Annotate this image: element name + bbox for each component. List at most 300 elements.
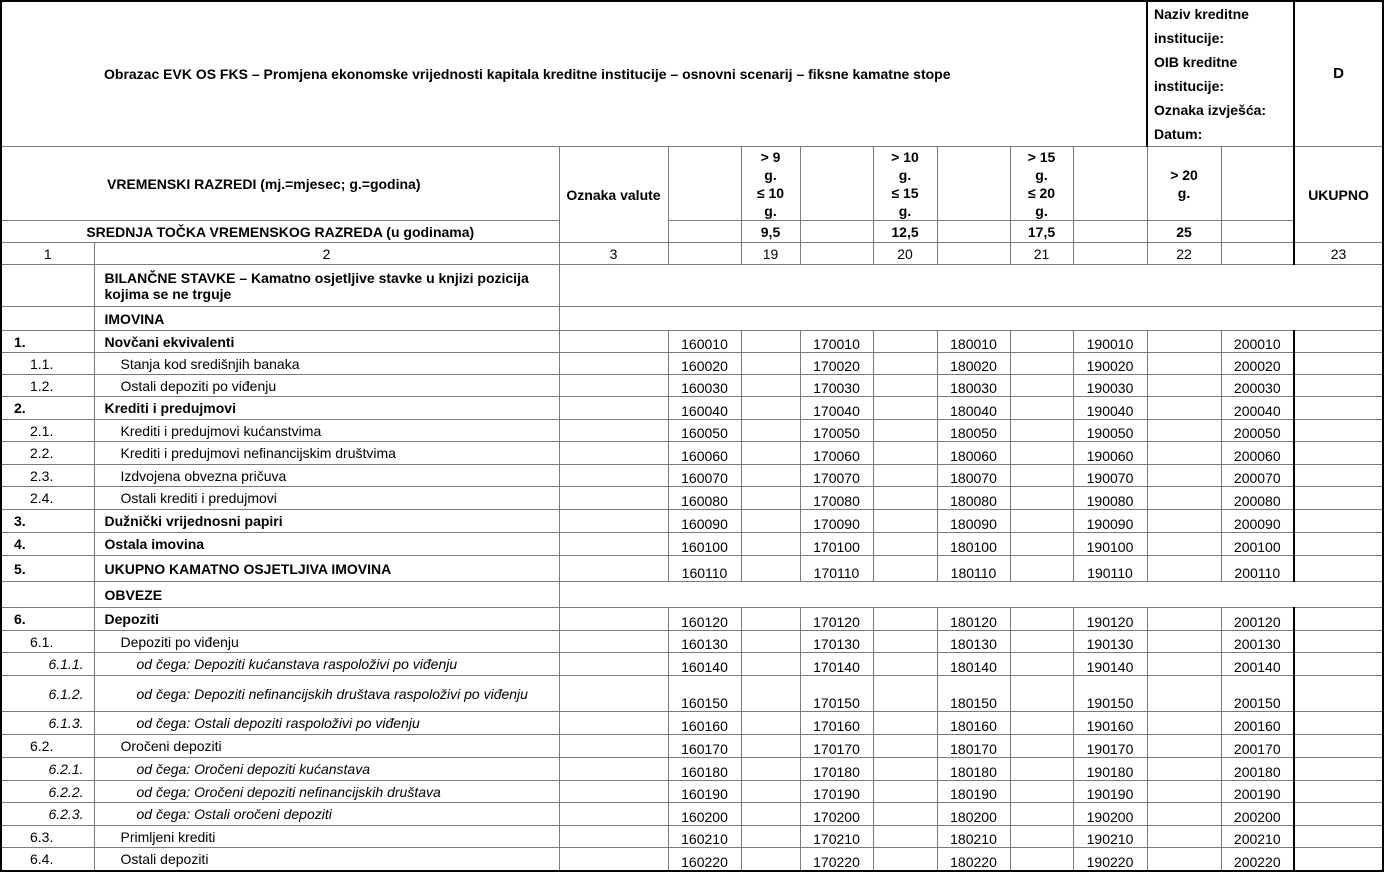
currency-cell[interactable] bbox=[559, 826, 668, 848]
table-row bbox=[1, 375, 1383, 397]
midpoint-20: 12,5 bbox=[873, 221, 937, 243]
row-label: Krediti i predujmovi nefinancijskim društvima bbox=[94, 442, 559, 465]
midpoint-row bbox=[1, 221, 1383, 243]
value-cell[interactable] bbox=[741, 848, 800, 871]
value-cell[interactable] bbox=[1147, 653, 1221, 676]
table-row bbox=[1, 510, 1383, 533]
col-no-1: 1 bbox=[1, 243, 94, 265]
value-cell[interactable] bbox=[873, 375, 937, 397]
total-label: UKUPNO bbox=[1294, 147, 1383, 243]
item-code: 190150 bbox=[1073, 676, 1147, 712]
item-code: 170210 bbox=[800, 826, 873, 848]
item-code: 190070 bbox=[1073, 465, 1147, 487]
value-cell[interactable] bbox=[873, 420, 937, 442]
col-no-blank bbox=[1221, 243, 1294, 265]
total-cell[interactable] bbox=[1294, 465, 1383, 487]
item-code: 200200 bbox=[1221, 803, 1294, 826]
value-cell[interactable] bbox=[873, 556, 937, 582]
item-code: 170070 bbox=[800, 465, 873, 487]
row-number: 6.1.3. bbox=[1, 712, 94, 735]
value-cell[interactable] bbox=[1010, 375, 1073, 397]
item-code: 190120 bbox=[1073, 608, 1147, 631]
value-cell[interactable] bbox=[873, 676, 937, 712]
row-label: Stanja kod središnjih banaka bbox=[94, 353, 559, 375]
currency-cell[interactable] bbox=[559, 533, 668, 556]
item-code: 170190 bbox=[800, 781, 873, 803]
midpoint-19: 9,5 bbox=[741, 221, 800, 243]
item-code: 160030 bbox=[668, 375, 741, 397]
col-no-2: 2 bbox=[94, 243, 559, 265]
value-cell[interactable] bbox=[873, 758, 937, 781]
item-code: 170150 bbox=[800, 676, 873, 712]
item-code: 170100 bbox=[800, 533, 873, 556]
row-label: Oročeni depoziti bbox=[94, 735, 559, 758]
section-fill bbox=[559, 307, 1383, 331]
item-code: 200100 bbox=[1221, 533, 1294, 556]
item-code: 200070 bbox=[1221, 465, 1294, 487]
item-code: 160070 bbox=[668, 465, 741, 487]
item-code: 200140 bbox=[1221, 653, 1294, 676]
value-cell[interactable] bbox=[873, 353, 937, 375]
item-code: 190100 bbox=[1073, 533, 1147, 556]
item-code: 160190 bbox=[668, 781, 741, 803]
value-cell[interactable] bbox=[741, 442, 800, 465]
value-cell[interactable] bbox=[741, 375, 800, 397]
value-cell[interactable] bbox=[1010, 781, 1073, 803]
value-cell[interactable] bbox=[873, 826, 937, 848]
item-code: 200210 bbox=[1221, 826, 1294, 848]
item-code: 170060 bbox=[800, 442, 873, 465]
row-number: 6.2. bbox=[1, 735, 94, 758]
total-cell[interactable] bbox=[1294, 826, 1383, 848]
currency-cell[interactable] bbox=[559, 735, 668, 758]
currency-cell[interactable] bbox=[559, 397, 668, 420]
value-cell[interactable] bbox=[741, 803, 800, 826]
row-label: od čega: Depoziti nefinancijskih društava raspoloživi po viđenju bbox=[94, 676, 559, 712]
value-cell[interactable] bbox=[873, 465, 937, 487]
value-cell[interactable] bbox=[1147, 556, 1221, 582]
currency-cell[interactable] bbox=[559, 676, 668, 712]
table-row bbox=[1, 676, 1383, 712]
row-label: Ostali krediti i predujmovi bbox=[94, 487, 559, 510]
item-code: 180210 bbox=[937, 826, 1010, 848]
currency-cell[interactable] bbox=[559, 781, 668, 803]
item-code: 200110 bbox=[1221, 556, 1294, 582]
row-number: 6.1.1. bbox=[1, 653, 94, 676]
item-code: 180200 bbox=[937, 803, 1010, 826]
col-no-blank bbox=[800, 243, 873, 265]
col-no-blank bbox=[1073, 243, 1147, 265]
item-code: 170140 bbox=[800, 653, 873, 676]
table-row bbox=[1, 735, 1383, 758]
total-cell[interactable] bbox=[1294, 420, 1383, 442]
table-row bbox=[1, 848, 1383, 871]
item-code: 160090 bbox=[668, 510, 741, 533]
value-cell[interactable] bbox=[741, 331, 800, 353]
value-cell[interactable] bbox=[1010, 353, 1073, 375]
value-cell[interactable] bbox=[1147, 420, 1221, 442]
value-cell[interactable] bbox=[1147, 510, 1221, 533]
title-row bbox=[1, 1, 1383, 147]
value-cell[interactable] bbox=[1010, 533, 1073, 556]
row-label: od čega: Ostali oročeni depoziti bbox=[94, 803, 559, 826]
row-number: 6. bbox=[1, 608, 94, 631]
value-cell[interactable] bbox=[1010, 420, 1073, 442]
item-code: 200180 bbox=[1221, 758, 1294, 781]
item-code: 160140 bbox=[668, 653, 741, 676]
total-cell[interactable] bbox=[1294, 712, 1383, 735]
bucket-21-range: > 15 g. ≤ 20 g. bbox=[1010, 147, 1073, 221]
section-no-blank bbox=[1, 307, 94, 331]
value-cell[interactable] bbox=[741, 735, 800, 758]
item-code: 160130 bbox=[668, 631, 741, 653]
total-cell[interactable] bbox=[1294, 848, 1383, 871]
value-cell[interactable] bbox=[741, 397, 800, 420]
item-code: 160110 bbox=[668, 556, 741, 582]
currency-cell[interactable] bbox=[559, 653, 668, 676]
value-cell[interactable] bbox=[873, 712, 937, 735]
item-code: 200160 bbox=[1221, 712, 1294, 735]
bucket-blank bbox=[937, 147, 1010, 221]
row-number: 1.1. bbox=[1, 353, 94, 375]
value-cell[interactable] bbox=[741, 510, 800, 533]
row-label: Depoziti po viđenju bbox=[94, 631, 559, 653]
assets-section-title: IMOVINA bbox=[94, 307, 559, 331]
item-code: 160010 bbox=[668, 331, 741, 353]
row-label: od čega: Ostali depoziti raspoloživi po viđenju bbox=[94, 712, 559, 735]
midpoint-blank bbox=[800, 221, 873, 243]
value-cell[interactable] bbox=[741, 353, 800, 375]
value-cell[interactable] bbox=[1147, 826, 1221, 848]
row-label: Krediti i predujmovi bbox=[94, 397, 559, 420]
table-row bbox=[1, 653, 1383, 676]
value-cell[interactable] bbox=[873, 803, 937, 826]
midpoint-blank bbox=[668, 221, 741, 243]
value-cell[interactable] bbox=[1147, 758, 1221, 781]
value-cell[interactable] bbox=[741, 465, 800, 487]
item-code: 160020 bbox=[668, 353, 741, 375]
item-code: 200080 bbox=[1221, 487, 1294, 510]
item-code: 170110 bbox=[800, 556, 873, 582]
currency-cell[interactable] bbox=[559, 848, 668, 871]
date-field: Datum: bbox=[1154, 126, 1203, 142]
item-code: 180050 bbox=[937, 420, 1010, 442]
total-cell[interactable] bbox=[1294, 331, 1383, 353]
value-cell[interactable] bbox=[1010, 803, 1073, 826]
row-number: 6.3. bbox=[1, 826, 94, 848]
currency-cell[interactable] bbox=[559, 510, 668, 533]
value-cell[interactable] bbox=[741, 533, 800, 556]
item-code: 160150 bbox=[668, 676, 741, 712]
row-label: Depoziti bbox=[94, 608, 559, 631]
item-code: 190170 bbox=[1073, 735, 1147, 758]
table-row bbox=[1, 712, 1383, 735]
bucket-header-row bbox=[1, 147, 1383, 221]
item-code: 170040 bbox=[800, 397, 873, 420]
value-cell[interactable] bbox=[1010, 487, 1073, 510]
bucket-22-range: > 20 g. bbox=[1147, 147, 1221, 221]
table-row bbox=[1, 781, 1383, 803]
value-cell[interactable] bbox=[1147, 397, 1221, 420]
item-code: 180190 bbox=[937, 781, 1010, 803]
currency-cell[interactable] bbox=[559, 375, 668, 397]
currency-cell[interactable] bbox=[559, 420, 668, 442]
item-code: 170030 bbox=[800, 375, 873, 397]
item-code: 200120 bbox=[1221, 608, 1294, 631]
value-cell[interactable] bbox=[1010, 510, 1073, 533]
table-row bbox=[1, 556, 1383, 582]
table-row bbox=[1, 353, 1383, 375]
value-cell[interactable] bbox=[741, 608, 800, 631]
value-cell[interactable] bbox=[1010, 556, 1073, 582]
table-row bbox=[1, 803, 1383, 826]
value-cell[interactable] bbox=[1010, 712, 1073, 735]
value-cell[interactable] bbox=[873, 735, 937, 758]
institution-oib-field: OIB kreditne institucije: bbox=[1154, 54, 1238, 94]
total-cell[interactable] bbox=[1294, 510, 1383, 533]
item-code: 190040 bbox=[1073, 397, 1147, 420]
item-code: 200150 bbox=[1221, 676, 1294, 712]
item-code: 170020 bbox=[800, 353, 873, 375]
value-cell[interactable] bbox=[741, 826, 800, 848]
item-code: 160040 bbox=[668, 397, 741, 420]
item-code: 180030 bbox=[937, 375, 1010, 397]
row-label: Novčani ekvivalenti bbox=[94, 331, 559, 353]
item-code: 190050 bbox=[1073, 420, 1147, 442]
item-code: 180140 bbox=[937, 653, 1010, 676]
value-cell[interactable] bbox=[1147, 848, 1221, 871]
item-code: 190090 bbox=[1073, 510, 1147, 533]
section-row bbox=[1, 307, 1383, 331]
col-no-22: 22 bbox=[1147, 243, 1221, 265]
table-row bbox=[1, 397, 1383, 420]
assets-rows bbox=[1, 331, 1383, 582]
row-label: Izdvojena obvezna pričuva bbox=[94, 465, 559, 487]
currency-cell[interactable] bbox=[559, 442, 668, 465]
value-cell[interactable] bbox=[1147, 676, 1221, 712]
value-cell[interactable] bbox=[873, 608, 937, 631]
col-no-21: 21 bbox=[1010, 243, 1073, 265]
total-cell[interactable] bbox=[1294, 676, 1383, 712]
section-row bbox=[1, 265, 1383, 307]
total-cell[interactable] bbox=[1294, 631, 1383, 653]
item-code: 160080 bbox=[668, 487, 741, 510]
value-cell[interactable] bbox=[873, 781, 937, 803]
item-code: 160170 bbox=[668, 735, 741, 758]
midpoint-21: 17,5 bbox=[1010, 221, 1073, 243]
value-cell[interactable] bbox=[1010, 848, 1073, 871]
value-cell[interactable] bbox=[1147, 735, 1221, 758]
value-cell[interactable] bbox=[1010, 442, 1073, 465]
currency-cell[interactable] bbox=[559, 631, 668, 653]
value-cell[interactable] bbox=[741, 487, 800, 510]
value-cell[interactable] bbox=[873, 631, 937, 653]
value-cell[interactable] bbox=[741, 653, 800, 676]
total-cell[interactable] bbox=[1294, 556, 1383, 582]
total-cell[interactable] bbox=[1294, 781, 1383, 803]
item-code: 160100 bbox=[668, 533, 741, 556]
total-cell[interactable] bbox=[1294, 397, 1383, 420]
table-row bbox=[1, 331, 1383, 353]
midpoint-blank bbox=[1221, 221, 1294, 243]
value-cell[interactable] bbox=[873, 653, 937, 676]
item-code: 190160 bbox=[1073, 712, 1147, 735]
table-row bbox=[1, 465, 1383, 487]
total-cell[interactable] bbox=[1294, 735, 1383, 758]
value-cell[interactable] bbox=[1010, 653, 1073, 676]
value-cell[interactable] bbox=[741, 556, 800, 582]
item-code: 170200 bbox=[800, 803, 873, 826]
table-row bbox=[1, 608, 1383, 631]
value-cell[interactable] bbox=[873, 533, 937, 556]
liabilities-rows bbox=[1, 608, 1383, 871]
value-cell[interactable] bbox=[1147, 442, 1221, 465]
value-cell[interactable] bbox=[1010, 331, 1073, 353]
item-code: 190080 bbox=[1073, 487, 1147, 510]
total-cell[interactable] bbox=[1294, 353, 1383, 375]
liabilities-section-title: OBVEZE bbox=[94, 582, 559, 608]
title-spacer bbox=[1, 1, 94, 147]
currency-cell[interactable] bbox=[559, 712, 668, 735]
currency-cell[interactable] bbox=[559, 803, 668, 826]
value-cell[interactable] bbox=[1147, 781, 1221, 803]
value-cell[interactable] bbox=[741, 712, 800, 735]
item-code: 180220 bbox=[937, 848, 1010, 871]
item-code: 180010 bbox=[937, 331, 1010, 353]
row-number: 6.2.1. bbox=[1, 758, 94, 781]
value-cell[interactable] bbox=[1010, 465, 1073, 487]
item-code: 190060 bbox=[1073, 442, 1147, 465]
total-cell[interactable] bbox=[1294, 487, 1383, 510]
total-cell[interactable] bbox=[1294, 653, 1383, 676]
total-cell[interactable] bbox=[1294, 375, 1383, 397]
table-row bbox=[1, 420, 1383, 442]
value-cell[interactable] bbox=[1147, 803, 1221, 826]
value-cell[interactable] bbox=[873, 397, 937, 420]
value-cell[interactable] bbox=[873, 848, 937, 871]
value-cell[interactable] bbox=[1147, 465, 1221, 487]
row-number: 3. bbox=[1, 510, 94, 533]
bucket-blank bbox=[1221, 147, 1294, 221]
value-cell[interactable] bbox=[1010, 397, 1073, 420]
value-cell[interactable] bbox=[1147, 631, 1221, 653]
midpoint-blank bbox=[1073, 221, 1147, 243]
currency-cell[interactable] bbox=[559, 487, 668, 510]
currency-cell[interactable] bbox=[559, 758, 668, 781]
item-code: 180160 bbox=[937, 712, 1010, 735]
item-code: 190190 bbox=[1073, 781, 1147, 803]
col-no-20: 20 bbox=[873, 243, 937, 265]
item-code: 190010 bbox=[1073, 331, 1147, 353]
value-cell[interactable] bbox=[1010, 631, 1073, 653]
currency-cell[interactable] bbox=[559, 465, 668, 487]
bucket-blank bbox=[1073, 147, 1147, 221]
value-cell[interactable] bbox=[1147, 353, 1221, 375]
value-cell[interactable] bbox=[741, 420, 800, 442]
item-code: 190200 bbox=[1073, 803, 1147, 826]
value-cell[interactable] bbox=[873, 331, 937, 353]
col-no-19: 19 bbox=[741, 243, 800, 265]
item-code: 180080 bbox=[937, 487, 1010, 510]
item-code: 180120 bbox=[937, 608, 1010, 631]
item-code: 200050 bbox=[1221, 420, 1294, 442]
item-code: 190110 bbox=[1073, 556, 1147, 582]
value-cell[interactable] bbox=[1147, 487, 1221, 510]
row-number: 2.3. bbox=[1, 465, 94, 487]
value-cell[interactable] bbox=[1147, 608, 1221, 631]
midpoint-blank bbox=[937, 221, 1010, 243]
value-cell[interactable] bbox=[873, 442, 937, 465]
row-number: 5. bbox=[1, 556, 94, 582]
value-cell[interactable] bbox=[1147, 331, 1221, 353]
currency-cell[interactable] bbox=[559, 331, 668, 353]
bucket-blank bbox=[800, 147, 873, 221]
institution-name-field: Naziv kreditne institucije: bbox=[1154, 6, 1249, 46]
value-cell[interactable] bbox=[873, 487, 937, 510]
total-cell[interactable] bbox=[1294, 803, 1383, 826]
row-number: 2.1. bbox=[1, 420, 94, 442]
row-number: 4. bbox=[1, 533, 94, 556]
value-cell[interactable] bbox=[741, 758, 800, 781]
value-cell[interactable] bbox=[1010, 676, 1073, 712]
value-cell[interactable] bbox=[741, 781, 800, 803]
value-cell[interactable] bbox=[1010, 608, 1073, 631]
total-cell[interactable] bbox=[1294, 442, 1383, 465]
value-cell[interactable] bbox=[873, 510, 937, 533]
value-cell[interactable] bbox=[1010, 826, 1073, 848]
total-cell[interactable] bbox=[1294, 758, 1383, 781]
row-label: Ostala imovina bbox=[94, 533, 559, 556]
item-code: 190020 bbox=[1073, 353, 1147, 375]
item-code: 200220 bbox=[1221, 848, 1294, 871]
currency-cell[interactable] bbox=[559, 556, 668, 582]
section-fill bbox=[559, 582, 1383, 608]
item-code: 200170 bbox=[1221, 735, 1294, 758]
total-cell[interactable] bbox=[1294, 608, 1383, 631]
value-cell[interactable] bbox=[1010, 735, 1073, 758]
section-no-blank bbox=[1, 582, 94, 608]
value-cell[interactable] bbox=[741, 631, 800, 653]
item-code: 170120 bbox=[800, 608, 873, 631]
value-cell[interactable] bbox=[741, 676, 800, 712]
item-code: 170050 bbox=[800, 420, 873, 442]
col-no-23: 23 bbox=[1294, 243, 1383, 265]
currency-cell[interactable] bbox=[559, 608, 668, 631]
item-code: 180150 bbox=[937, 676, 1010, 712]
row-number: 6.1.2. bbox=[1, 676, 94, 712]
item-code: 160060 bbox=[668, 442, 741, 465]
value-cell[interactable] bbox=[1147, 712, 1221, 735]
currency-cell[interactable] bbox=[559, 353, 668, 375]
item-code: 170010 bbox=[800, 331, 873, 353]
bucket-blank bbox=[668, 147, 741, 221]
item-code: 200190 bbox=[1221, 781, 1294, 803]
value-cell[interactable] bbox=[1010, 758, 1073, 781]
value-cell[interactable] bbox=[1147, 533, 1221, 556]
item-code: 180040 bbox=[937, 397, 1010, 420]
value-cell[interactable] bbox=[1147, 375, 1221, 397]
row-number: 6.2.3. bbox=[1, 803, 94, 826]
item-code: 170080 bbox=[800, 487, 873, 510]
item-code: 200020 bbox=[1221, 353, 1294, 375]
midpoint-22: 25 bbox=[1147, 221, 1221, 243]
row-number: 6.2.2. bbox=[1, 781, 94, 803]
item-code: 180100 bbox=[937, 533, 1010, 556]
row-number: 1. bbox=[1, 331, 94, 353]
row-number: 6.1. bbox=[1, 631, 94, 653]
item-code: 180020 bbox=[937, 353, 1010, 375]
total-cell[interactable] bbox=[1294, 533, 1383, 556]
